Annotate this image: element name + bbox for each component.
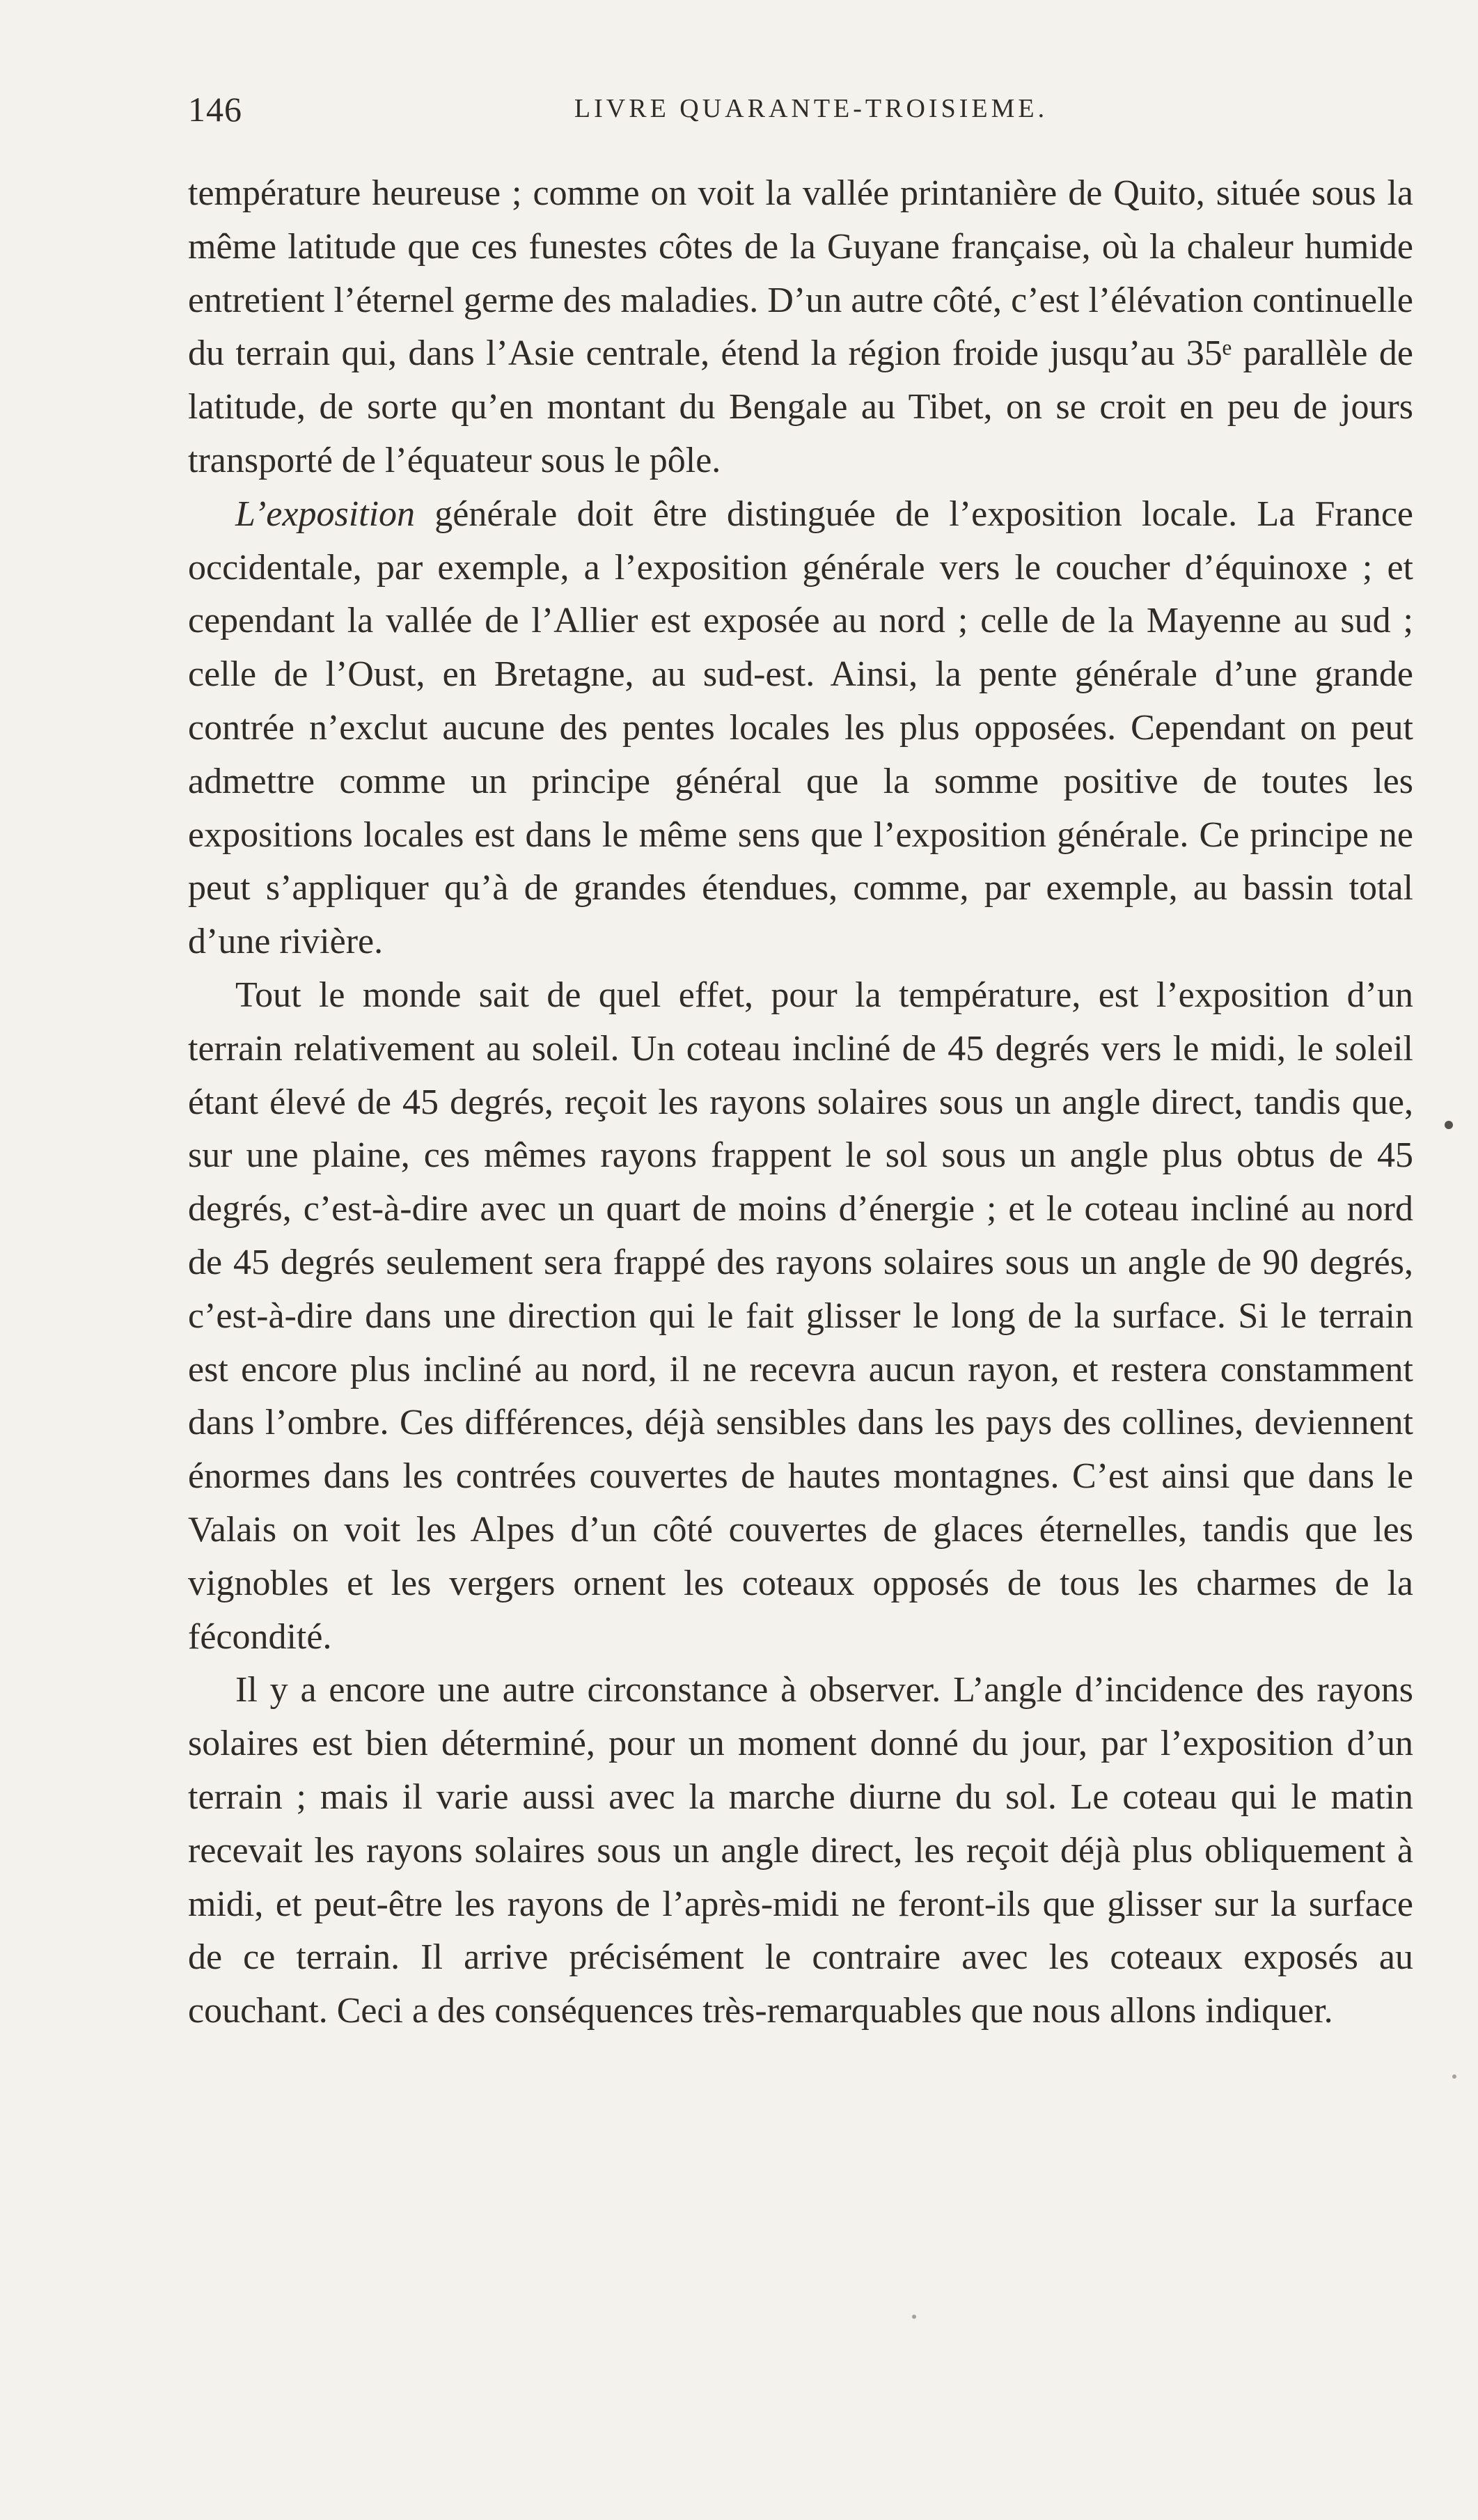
ink-speck [912,2315,916,2319]
paragraph-exposition [188,488,1413,969]
italic-term: L’exposition [235,494,416,534]
paragraph-text: générale doit être distinguée de l’exposition locale. La France occidentale, par exemple, a l’exposition générale vers le coucher d’équinoxe ; et cependant la vallée de l’Allier est exposée au nord ; celle de la Mayenne au sud ; celle de l’Oust, en Bretagne, au sud-est. Ainsi, la pente générale d’une grande contrée n’exclut aucune des pentes locales les plus opposées. Cependant on peut admettre comme un principe général que la somme positive de toutes les expositions locales est dans le même sens que l’exposition générale. Ce principe ne peut s’appliquer qu’à de grandes étendues, comme, par exemple, au bassin total d’une rivière. [188,494,1413,962]
page-number: 146 [188,90,242,129]
body-text [188,167,1413,2038]
running-title: LIVRE QUARANTE-TROISIEME. [574,94,1048,123]
running-head [188,89,1413,131]
paragraph-incidence-angle: Il y a encore une autre circonstance à observer. L’angle d’incidence des rayons solaires est bien déterminé, pour un moment donné du jour, par l’exposition d’un terrain ; mais il varie aussi avec la marche diurne du sol. Le coteau qui le matin recevait les rayons solaires sous un angle direct, les reçoit déjà plus obliquement à midi, et peut-être les rayons de l’après-midi ne feront-ils que glisser sur la surface de ce terrain. Il arrive précisément le contraire avec les coteaux exposés au couchant. Ceci a des conséquences très-remarquables que nous allons indiquer. [188,1670,1413,2031]
paragraph-sun-exposure: Tout le monde sait de quel effet, pour la température, est l’exposition d’un terrain relativement au soleil. Un coteau incliné de 45 degrés vers le midi, le soleil étant élevé de 45 degrés, reçoit les rayons solaires sous un angle direct, tandis que, sur une plaine, ces mêmes rayons frappent le sol sous un angle plus obtus de 45 degrés, c’est-à-dire avec un quart de moins d’énergie ; et le coteau incliné au nord de 45 degrés seulement sera frappé des rayons solaires sous un angle de 90 degrés, c’est-à-dire dans une direction qui le fait glisser le long de la surface. Si le terrain est encore plus incliné au nord, il ne recevra aucun rayon, et restera constamment dans l’ombre. Ces différences, déjà sensibles dans les pays des collines, deviennent énormes dans les contrées couvertes de hautes montagnes. C’est ainsi que dans le Valais on voit les Alpes d’un côté couvertes de glaces éternelles, tandis que les vignobles et les vergers ornent les coteaux opposés de tous les charmes de la fécondité. [188,975,1413,1657]
ink-speck [1445,1121,1453,1129]
ink-speck [1452,2074,1456,2079]
paragraph-continued: température heureuse ; comme on voit la vallée printanière de Quito, située sous la même latitude que ces funestes côtes de la Guyane française, où la chaleur humide entretient l’éternel germe des maladies. D’un autre côté, c’est l’élévation continuelle du terrain qui, dans l’Asie centrale, étend la région froide jusqu’au 35ᵉ parallèle de latitude, de sorte qu’en montant du Bengale au Tibet, on se croit en peu de jours transporté de l’équateur sous le pôle. [188,173,1413,480]
